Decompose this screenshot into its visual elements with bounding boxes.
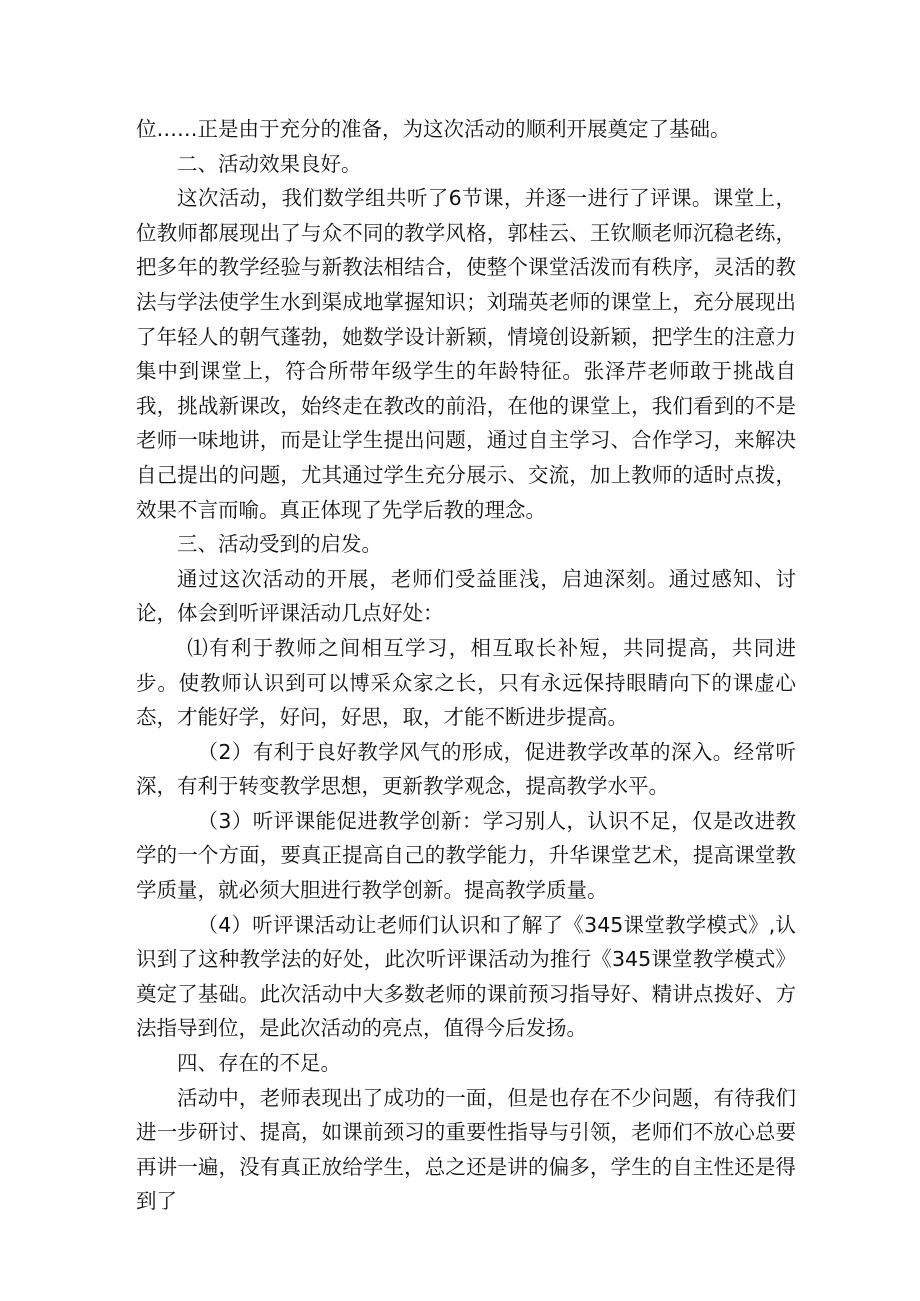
list-item-1: ⑴有利于教师之间相互学习，相互取长补短，共同提高，共同进步。使教师认识到可以博采众家之长，只有永远保持眼睛向下的课虚心态，才能好学，好问，好思，取，才能不断进步提高。 [136, 635, 796, 730]
paragraph-inspiration: 通过这次活动的开展，老师们受益匪浅，启迪深刻。通过感知、讨论，体会到听评课活动几点好处： [136, 566, 796, 626]
paragraph-shortcomings: 活动中，老师表现出了成功的一面，但是也存在不少问题，有待我们进一步研讨、提高，如课前颈习的重要性指导与引领，老师们不放心总要再讲一遍，没有真正放给学生，总之还是讲的偏多，学生的自主性还是得到了 [136, 1085, 796, 1214]
section-heading-3: 三、活动受到的启发。 [177, 532, 382, 557]
list-item-3: （3）听评课能促进教学创新：学习别人，认识不足，仅是改进教学的一个方面，要真正提高自己的教学能力，升华课堂艺术，提高课堂教学质量，就必须大胆进行教学创新。提高教学质量。 [136, 808, 796, 903]
list-item-4: （4）听评课活动让老师们认识和了解了《345课堂教学模式》,认识到了这种教学法的好处，此次听评课活动为推行《345课堂教学模式》奠定了基础。此次活动中大多数老师的课前预习指导好、精讲点拨好、方法指导到位，是此次活动的亮点，值得今后发扬。 [136, 912, 796, 1041]
section-heading-2: 二、活动效果良好。 [177, 151, 362, 176]
paragraph-effect: 这次活动，我们数学组共听了6节课，并逐一进行了评课。课堂上，位教师都展现出了与众不同的教学风格，郭桂云、王钦顺老师沉稳老练，把多年的教学经验与新教法相结合，使整个课堂活泼而有秩序，灵活的教法与学法使学生水到渠成地掌握知识；刘瑞英老师的课堂上，充分展现出了年轻人的朝气蓬勃，她数学设计新颖，情境创设新颖，把学生的注意力集中到课堂上，符合所带年级学生的年龄特征。张泽芹老师敢于挑战自我，挑战新课改，始终走在教改的前沿，在他的课堂上，我们看到的不是老师一味地讲，而是让学生提出问题，通过自主学习、合作学习，来解决自己提出的问题，尤其通过学生充分展示、交流，加上教师的适时点拨，效果不言而喻。真正体现了先学后教的理念。 [136, 186, 796, 522]
document-body [136, 112, 796, 1219]
paragraph-continuation: 位……正是由于充分的准备，为这次活动的顺利开展奠定了基础。 [136, 117, 731, 141]
list-item-2: （2）有利于良好教学风气的形成，促进教学改革的深入。经常听深，有利于转变教学思想，更新教学观念，提高教学水平。 [136, 739, 796, 799]
section-heading-4: 四、存在的不足。 [177, 1051, 341, 1076]
